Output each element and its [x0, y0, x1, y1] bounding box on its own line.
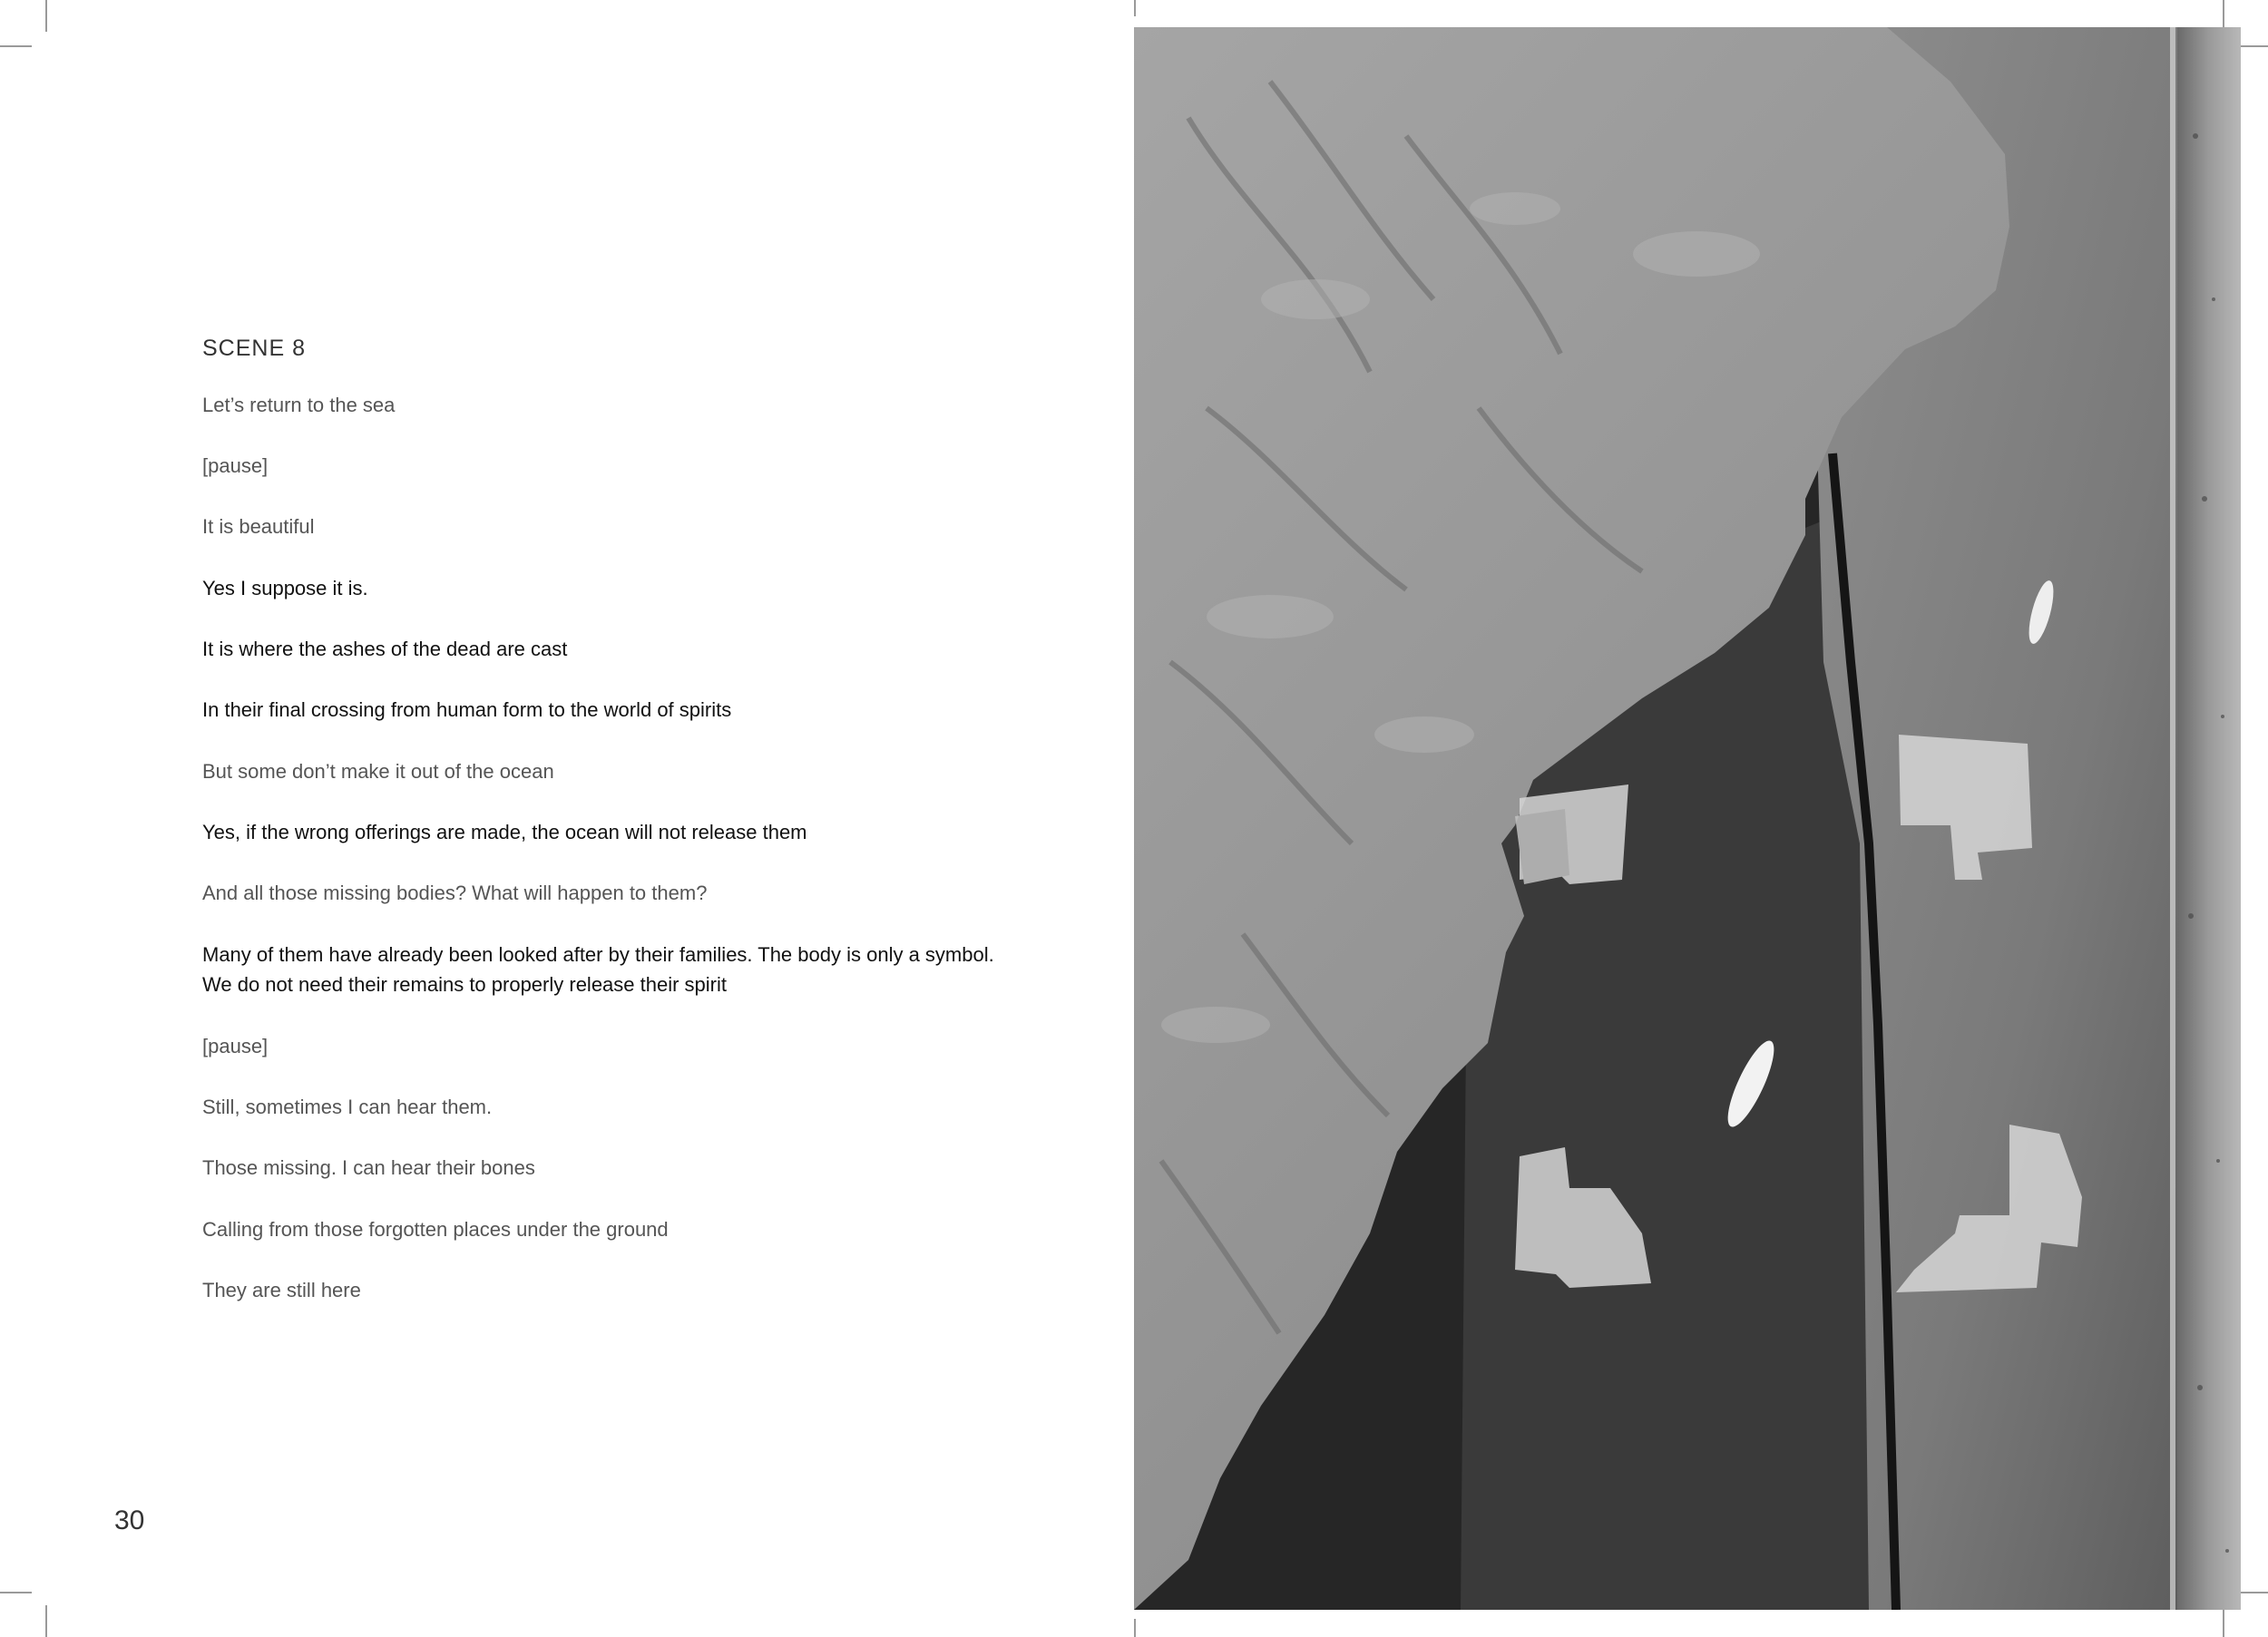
crop-mark [2223, 1605, 2224, 1637]
script-line: Calling from those forgotten places under the ground [202, 1218, 669, 1241]
crop-mark [45, 1605, 47, 1637]
crop-mark [2241, 45, 2268, 47]
script-line: Still, sometimes I can hear them. [202, 1096, 493, 1118]
crop-mark [2241, 1592, 2268, 1593]
photograph [1134, 27, 2241, 1610]
crop-mark [1134, 0, 1136, 16]
script-line: Yes, if the wrong offerings are made, the ocean will not release them [202, 821, 807, 843]
scene-title: SCENE 8 [202, 336, 306, 361]
script-line: Let’s return to the sea [202, 394, 396, 416]
script-line: We do not need their remains to properly release their spirit [202, 973, 727, 996]
crop-mark [0, 45, 32, 47]
script-line: Yes I suppose it is. [202, 577, 368, 599]
script-line: Those missing. I can hear their bones [202, 1156, 535, 1179]
photograph-illustration [1134, 27, 2241, 1610]
script-line: Many of them have already been looked after by their families. The body is only a symbol. [202, 943, 994, 966]
script-line: It is where the ashes of the dead are cast [202, 638, 568, 660]
script-line: And all those missing bodies? What will happen to them? [202, 882, 708, 904]
script-line: It is beautiful [202, 515, 315, 538]
script-line: But some don’t make it out of the ocean [202, 760, 554, 783]
crop-mark [1134, 1619, 1136, 1637]
script-line: [pause] [202, 1035, 269, 1057]
crop-mark [0, 1592, 32, 1593]
crop-mark [45, 0, 47, 32]
script-line: In their final crossing from human form to the world of spirits [202, 698, 732, 721]
script-line: They are still here [202, 1279, 361, 1301]
page-number: 30 [114, 1505, 145, 1535]
script-line: [pause] [202, 454, 269, 477]
